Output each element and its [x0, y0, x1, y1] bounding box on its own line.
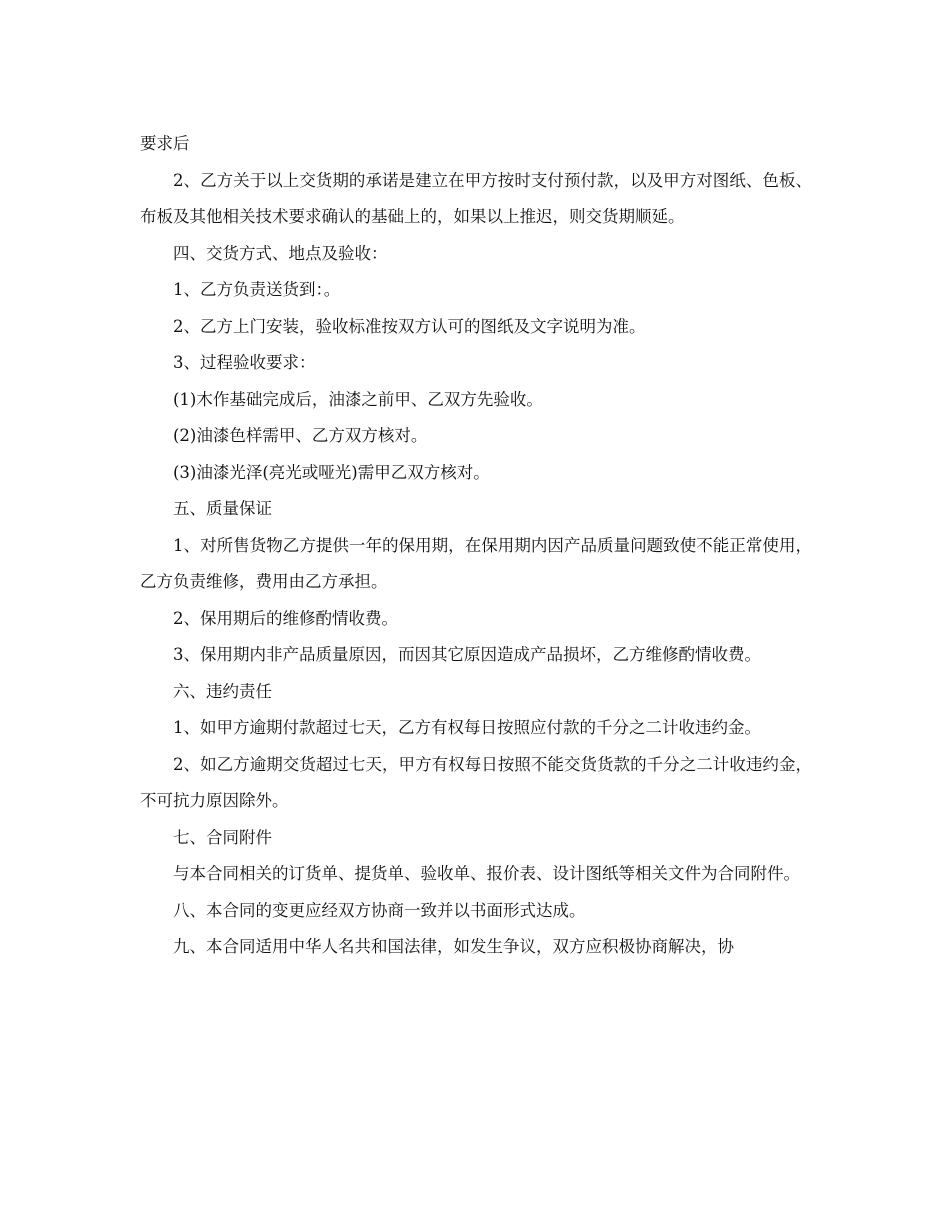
section-heading-quality: 五、质量保证	[173, 499, 272, 518]
paragraph-contract-changes: 八、本合同的变更应经双方协商一致并以书面形式达成。	[173, 900, 586, 920]
paragraph-non-quality-damage: 3、保用期内非产品质量原因，而因其它原因造成产品损坏，乙方维修酌情收费。	[173, 645, 761, 664]
paragraph-inspection-requirements: 3、过程验收要求：	[173, 353, 316, 372]
document-body	[140, 126, 812, 966]
paragraph-late-payment: 1、如甲方逾期付款超过七天，乙方有权每日按照应付款的千分之二计收违约金。	[173, 718, 761, 737]
section-heading-attachments: 七、合同附件	[173, 827, 272, 847]
paragraph-continuation: 要求后	[140, 134, 190, 153]
paragraph-inspection-item-3: (3)油漆光泽(亮光或哑光)需甲乙双方核对。	[173, 462, 490, 482]
section-heading-liability: 六、违约责任	[173, 681, 272, 701]
paragraph-post-warranty: 2、保用期后的维修酌情收费。	[173, 608, 398, 628]
paragraph-delivery-location: 1、乙方负责送货到：。	[173, 280, 341, 299]
paragraph-delivery-promise: 2、乙方关于以上交货期的承诺是建立在甲方按时支付预付款，以及甲方对图纸、色板、布板及其他相关技术要求确认的基础上的，如果以上推迟，则交货期顺延。	[140, 170, 812, 226]
paragraph-attachments: 与本合同相关的订货单、提货单、验收单、报价表、设计图纸等相关文件为合同附件。	[173, 864, 800, 883]
paragraph-governing-law: 九、本合同适用中华人名共和国法律，如发生争议，双方应积极协商解决，协	[173, 937, 734, 956]
section-heading-delivery: 四、交货方式、地点及验收：	[173, 243, 388, 263]
paragraph-installation: 2、乙方上门安装，验收标准按双方认可的图纸及文字说明为准。	[173, 316, 646, 336]
paragraph-late-delivery: 2、如乙方逾期交货超过七天，甲方有权每日按照不能交货货款的千分之二计收违约金，不可抗力原因除外。	[140, 754, 812, 810]
paragraph-inspection-item-2: (2)油漆色样需甲、乙方双方核对。	[173, 426, 428, 445]
paragraph-inspection-item-1: (1)木作基础完成后，油漆之前甲、乙双方先验收。	[173, 389, 543, 409]
paragraph-warranty-period: 1、对所售货物乙方提供一年的保用期，在保用期内因产品质量问题致使不能正常使用，乙方负责维修，费用由乙方承担。	[140, 535, 812, 591]
